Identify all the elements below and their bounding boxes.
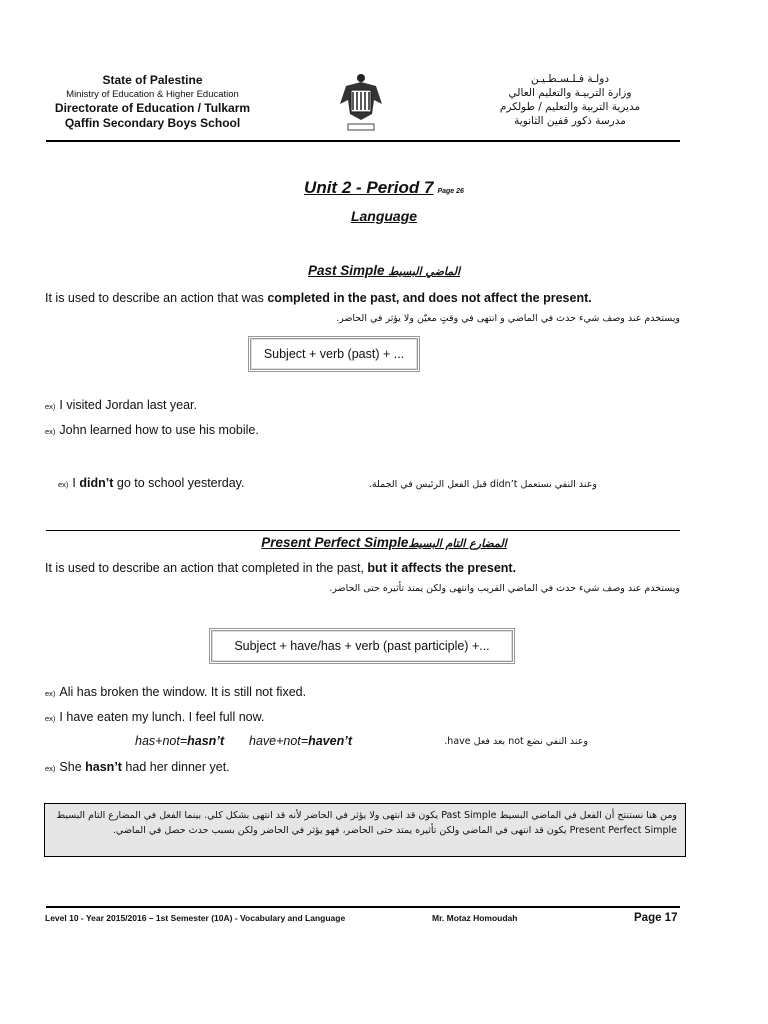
example-tag: ex): [45, 689, 56, 698]
past-simple-negative-note-ar: وعند النفي نستعمل didn’t قبل الفعل الرئيس في الجملة.: [368, 479, 597, 490]
contraction-result: haven’t: [308, 734, 353, 748]
definition-emphasis: completed in the past, and does not affect the present.: [267, 291, 592, 305]
state-name: State of Palestine: [102, 73, 203, 87]
definition-text: It is used to describe an action that completed in the past,: [45, 561, 368, 575]
past-simple-negative-example: [58, 476, 244, 490]
example-tag: ex): [45, 402, 56, 411]
example-text: had her dinner yet.: [121, 760, 230, 774]
section-label: Language: [350, 208, 418, 224]
past-simple-example-1: [45, 398, 197, 412]
present-perfect-formula: Subject + have/has + verb (past participle) +...: [209, 628, 515, 664]
unit-heading: Unit 2 - Period 7: [304, 178, 434, 197]
past-simple-title: [0, 263, 768, 278]
example-emphasis: hasn’t: [85, 760, 122, 774]
header-arabic: [480, 72, 660, 128]
section-divider: [46, 530, 680, 531]
has-not-contraction: [135, 734, 224, 748]
present-perfect-example-2: [45, 710, 264, 724]
contraction-rule: have+not=: [249, 734, 309, 748]
directorate-name-ar: مديرية التربية والتعليم / طولكرم: [499, 101, 641, 113]
footer-teacher: Mr. Motaz Homoudah: [432, 913, 518, 923]
present-perfect-definition-ar: ويستخدم عند وصف شيء حدث في الماضي القريب وانتهى ولكن يمتد تأثيره حتى الحاضر.: [329, 583, 680, 594]
past-simple-example-2: [45, 423, 259, 437]
example-tag: ex): [45, 427, 56, 436]
past-simple-formula: Subject + verb (past) + ...: [248, 336, 420, 372]
example-text: I visited Jordan last year.: [59, 398, 197, 412]
past-simple-definition: [45, 291, 592, 305]
school-name: Qaffin Secondary Boys School: [64, 116, 241, 130]
definition-emphasis: but it affects the present.: [367, 561, 517, 575]
directorate-name: Directorate of Education / Tulkarm: [54, 101, 251, 115]
present-perfect-definition: [45, 561, 516, 575]
footer-divider: [46, 906, 680, 908]
ministry-name-ar: وزارة التربيـة والتعليم العالي: [508, 87, 632, 99]
present-perfect-title-en: Present Perfect Simple: [261, 535, 409, 550]
definition-text: It is used to describe an action that was: [45, 291, 268, 305]
example-text: Ali has broken the window. It is still not fixed.: [59, 685, 307, 699]
state-name-ar: دولـة فـلـسـطـيـن: [530, 73, 609, 85]
example-text: John learned how to use his mobile.: [59, 423, 259, 437]
header-english: [40, 73, 265, 131]
present-perfect-title: [0, 535, 768, 550]
page-number: Page 17: [634, 912, 678, 924]
page-reference: Page 26: [437, 188, 464, 195]
example-text: I: [72, 476, 80, 490]
example-tag: ex): [58, 480, 69, 489]
present-perfect-negative-note-ar: وعند النفي نضع not بعد فعل have.: [444, 736, 588, 747]
contraction-result: hasn’t: [187, 734, 225, 748]
present-perfect-negative-example: [45, 760, 230, 774]
header-divider: [46, 140, 680, 142]
contraction-rule: has+not=: [135, 734, 188, 748]
example-text: I have eaten my lunch. I feel full now.: [59, 710, 265, 724]
present-perfect-title-ar: المضارع التام البسيط: [408, 537, 507, 550]
past-simple-title-ar: الماضي البسيط: [388, 265, 461, 278]
school-name-ar: مدرسة ذكور قفين الثانوية: [514, 115, 626, 127]
past-simple-title-en: Past Simple: [307, 263, 385, 278]
ministry-name: Ministry of Education & Higher Education: [66, 89, 239, 100]
past-simple-definition-ar: ويستخدم عند وصف شيء حدث في الماضي و انتهى في وقتٍ معيّن ولا يؤثر في الحاضر.: [336, 313, 680, 324]
footer-course-info: Level 10 - Year 2015/2016 – 1st Semester (10A) - Vocabulary and Language: [45, 913, 346, 923]
example-text: She: [59, 760, 86, 774]
summary-box: ومن هنا نستنتج أن الفعل في الماضي البسيط Past Simple يكون قد انتهى ولا يؤثر في الحاضر لأنه قد انتهى بشكل كلي. بينما الفعل في المضارع التام البسيط Present Perfect Simple يكون قد انتهى في الماضي ولكن تأثيره يمتد حتى الحاضر، فهو يؤثر في الحاضر ولكن بسبب حدث حصل في الماضي.: [44, 803, 686, 857]
present-perfect-example-1: [45, 685, 306, 699]
example-emphasis: didn’t: [79, 476, 114, 490]
palestine-eagle-emblem: [336, 70, 386, 136]
have-not-contraction: [249, 734, 352, 748]
example-tag: ex): [45, 714, 56, 723]
example-text: go to school yesterday.: [113, 476, 245, 490]
unit-title: [0, 178, 768, 198]
example-tag: ex): [45, 764, 56, 773]
